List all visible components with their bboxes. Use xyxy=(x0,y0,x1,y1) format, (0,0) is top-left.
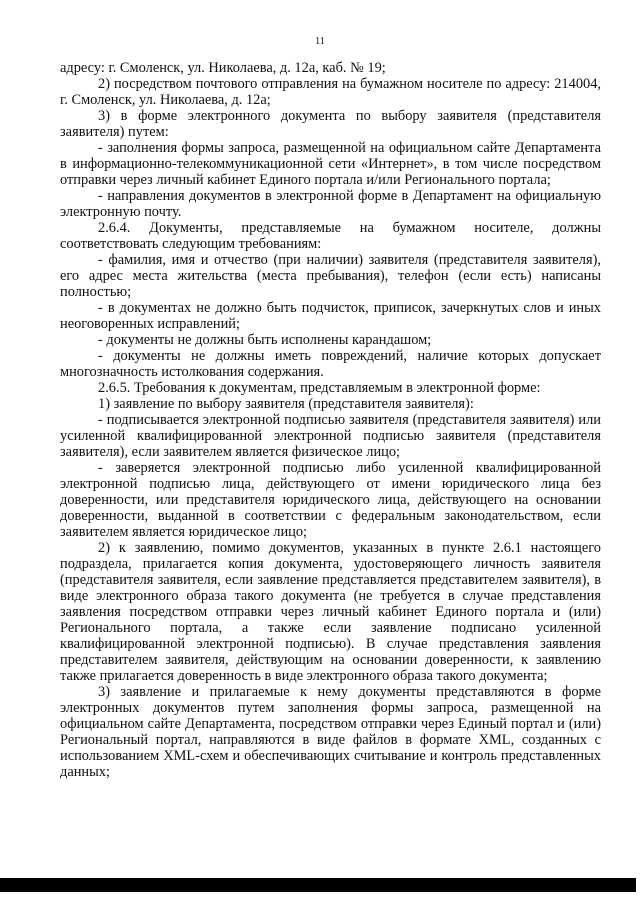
paragraph-postal-submission: 2) посредством почтового отправления на бумажном носителе по адресу: 214004, г. Смоленск, ул. Николаева, д. 12а; xyxy=(60,76,601,108)
paragraph-address-continuation: адресу: г. Смоленск, ул. Николаева, д. 12а, каб. № 19; xyxy=(60,60,386,76)
paragraph-application-choice: 1) заявление по выбору заявителя (представителя заявителя): xyxy=(98,396,474,412)
paragraph-signature-legal-entity: - заверяется электронной подписью либо усиленной квалифицированной электронной подписью лица, действующего от имени юридического лица без доверенности, или представителя юридического лица, действующего на основании доверенности, выданной в соответствии с федеральным законодательством, если заявителем является юридическое лицо; xyxy=(60,460,601,540)
paragraph-2-6-4: 2.6.4. Документы, представляемые на бумажном носителе, должны соответствовать следующим требованиям: xyxy=(60,220,601,252)
paragraph-requirement-no-damage: - документы не должны иметь повреждений, наличие которых допускает многозначность истолкования содержания. xyxy=(60,348,601,380)
page-number: 11 xyxy=(315,36,325,47)
paragraph-form-filling: - заполнения формы запроса, размещенной на официальном сайте Департамента в информационно-телекоммуникационной сети «Интернет», в том числе посредством отправки через личный кабинет Единого портала и/или Регионального портала; xyxy=(60,140,601,188)
paragraph-requirement-no-erasures: - в документах не должно быть подчисток, приписок, зачеркнутых слов и иных неоговоренных исправлений; xyxy=(60,300,601,332)
paragraph-electronic-submission: 3) в форме электронного документа по выбору заявителя (представителя заявителя) путем: xyxy=(60,108,601,140)
paragraph-attachments: 2) к заявлению, помимо документов, указанных в пункте 2.6.1 настоящего подраздела, прилагается копия документа, удостоверяющего личность заявителя (представителя заявителя, если заявление представляется представителем заявителя), в виде электронного образа такого документа (не требуется в случае представления заявления посредством отправки через личный кабинет Единого портала и (или) Регионального портала, а также если заявление подписано усиленной квалифицированной электронной подписью). В случае представления заявления представителем заявителя, действующим на основании доверенности, к заявлению также прилагается доверенность в виде электронного образа такого документа; xyxy=(60,540,601,684)
paragraph-signature-individual: - подписывается электронной подписью заявителя (представителя заявителя) или усиленной квалифицированной электронной подписью заявителя (представителя заявителя), если заявителем является физическое лицо; xyxy=(60,412,601,460)
paragraph-xml-format: 3) заявление и прилагаемые к нему документы представляются в форме электронных документов путем заполнения формы запроса, размещенной на официальном сайте Департамента, посредством отправки через Единый портал и (или) Региональный портал, направляются в виде файлов в формате XML, созданных с использованием XML-схем и обеспечивающих считывание и контроль представленных данных; xyxy=(60,684,601,780)
paragraph-requirement-no-pencil: - документы не должны быть исполнены карандашом; xyxy=(98,332,432,348)
paragraph-email-sending: - направления документов в электронной форме в Департамент на официальную электронную почту. xyxy=(60,188,601,220)
paragraph-requirement-names: - фамилия, имя и отчество (при наличии) заявителя (представителя заявителя), его адрес места жительства (места пребывания), телефон (если есть) написаны полностью; xyxy=(60,252,601,300)
document-body xyxy=(60,60,601,780)
paragraph-2-6-5: 2.6.5. Требования к документам, представляемым в электронной форме: xyxy=(98,380,541,396)
scan-edge-bar xyxy=(0,878,636,892)
